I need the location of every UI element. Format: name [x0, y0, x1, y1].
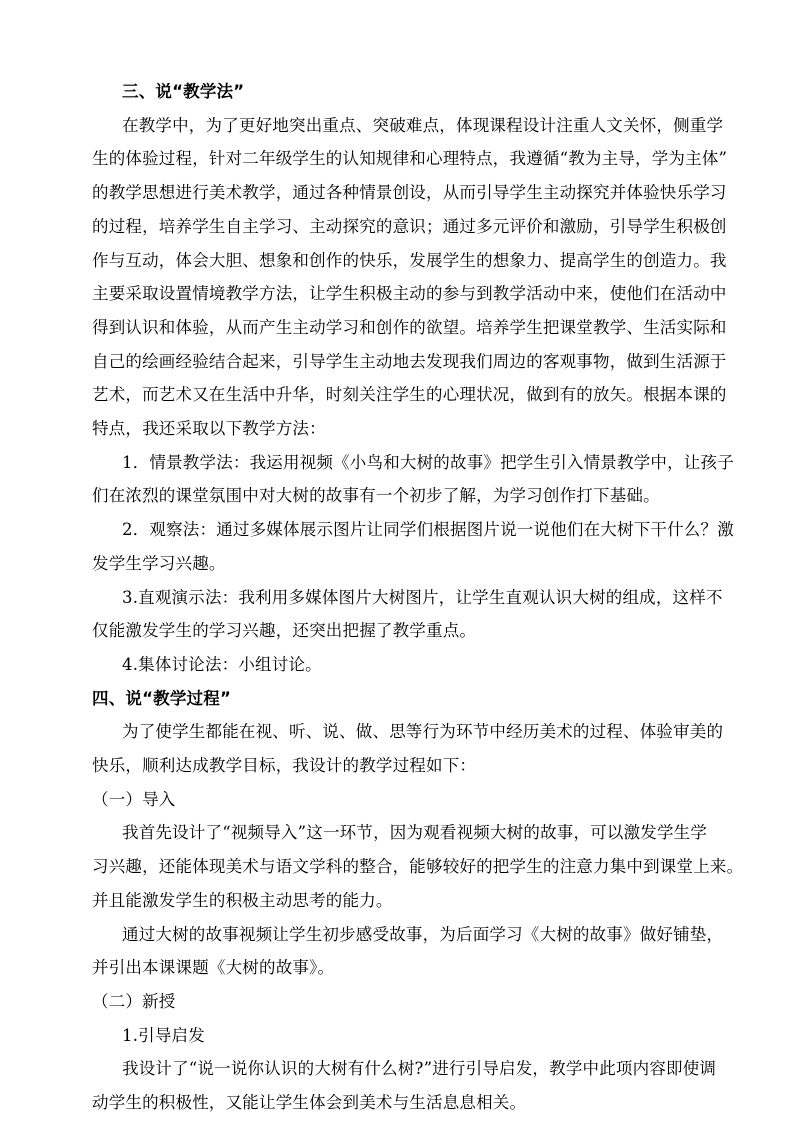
- paragraph-line: 们在浓烈的课堂氛围中对大树的故事有一个初步了解，为学习创作打下基础。: [92, 486, 660, 506]
- paragraph-line: 生的体验过程，针对二年级学生的认知规律和心理特点，我遵循“教为主导，学为主体”: [92, 149, 728, 169]
- paragraph-line: 主要采取设置情境教学方法，让学生积极主动的参与到教学活动中来，使他们在活动中: [92, 284, 727, 304]
- paragraph-line: 2．观察法：通过多媒体展示图片让同学们根据图片说一说他们在大树下干什么？激: [122, 520, 734, 540]
- paragraph-line: 1．情景教学法：我运用视频《小鸟和大树的故事》把学生引入情景教学中，让孩子: [122, 452, 734, 472]
- paragraph-line: 的过程，培养学生自主学习、主动探究的意识；通过多元评价和激励，引导学生积极创: [92, 216, 727, 236]
- paragraph-line: 习兴趣，还能体现美术与语文学科的整合，能够较好的把学生的注意力集中到课堂上来。: [92, 857, 744, 877]
- paragraph-line: 快乐，顺利达成教学目标，我设计的教学过程如下：: [92, 756, 477, 775]
- paragraph-line: 作与互动，体会大胆、想象和创作的快乐，发展学生的想象力、提高学生的创造力。我: [92, 250, 727, 270]
- paragraph-line: 4.集体讨论法：小组讨论。: [122, 654, 322, 674]
- paragraph-line: 通过大树的故事视频让学生初步感受故事，为后面学习《大树的故事》做好铺垫，: [122, 924, 724, 944]
- paragraph-line: （一）导入: [92, 789, 176, 809]
- paragraph-line: 动学生的积极性，又能让学生体会到美术与生活息息相关。: [92, 1093, 527, 1112]
- paragraph-line: 1.引导启发: [122, 1025, 205, 1045]
- paragraph-line: 的教学思想进行美术教学，通过各种情景创设，从而引导学生主动探究并体验快乐学习: [92, 183, 727, 203]
- paragraph-line: 并引出本课课题《大树的故事》。: [92, 958, 335, 978]
- paragraph-line: （二）新授: [92, 991, 176, 1011]
- paragraph-line: 仅能激发学生的学习兴趣，还突出把握了教学重点。: [92, 621, 477, 641]
- paragraph-line: 发学生学习兴趣。: [92, 553, 226, 573]
- paragraph-line: 在教学中，为了更好地突出重点、突破难点，体现课程设计注重人文关怀，侧重学: [122, 115, 724, 135]
- paragraph-line: 特点，我还采取以下教学方法：: [92, 419, 326, 438]
- paragraph-line: 并且能激发学生的积极主动思考的能力。: [92, 890, 393, 910]
- paragraph-line: 3.直观演示法：我利用多媒体图片大树图片，让学生直观认识大树的组成，这样不: [122, 587, 723, 607]
- paragraph-line: 我首先设计了“视频导入”这一环节，因为观看视频大树的故事，可以激发学生学: [122, 823, 708, 843]
- paragraph-line: 得到认识和体验，从而产生主动学习和创作的欲望。培养学生把课堂教学、生活实际和: [92, 317, 727, 337]
- paragraph-line: 我设计了“说一说你认识的大树有什么树?”进行引导启发，教学中此项内容即使调: [122, 1059, 717, 1079]
- section-heading: 三、说“教学法”: [122, 82, 245, 101]
- paragraph-line: 为了使学生都能在视、听、说、做、思等行为环节中经历美术的过程、体验审美的: [122, 722, 724, 742]
- section-heading: 四、说“教学过程”: [92, 688, 231, 708]
- paragraph-line: 自己的绘画经验结合起来，引导学生主动地去发现我们周边的客观事物，做到生活源于: [92, 351, 727, 371]
- paragraph-line: 艺术，而艺术又在生活中升华，时刻关注学生的心理状况，做到有的放矢。根据本课的: [92, 385, 727, 405]
